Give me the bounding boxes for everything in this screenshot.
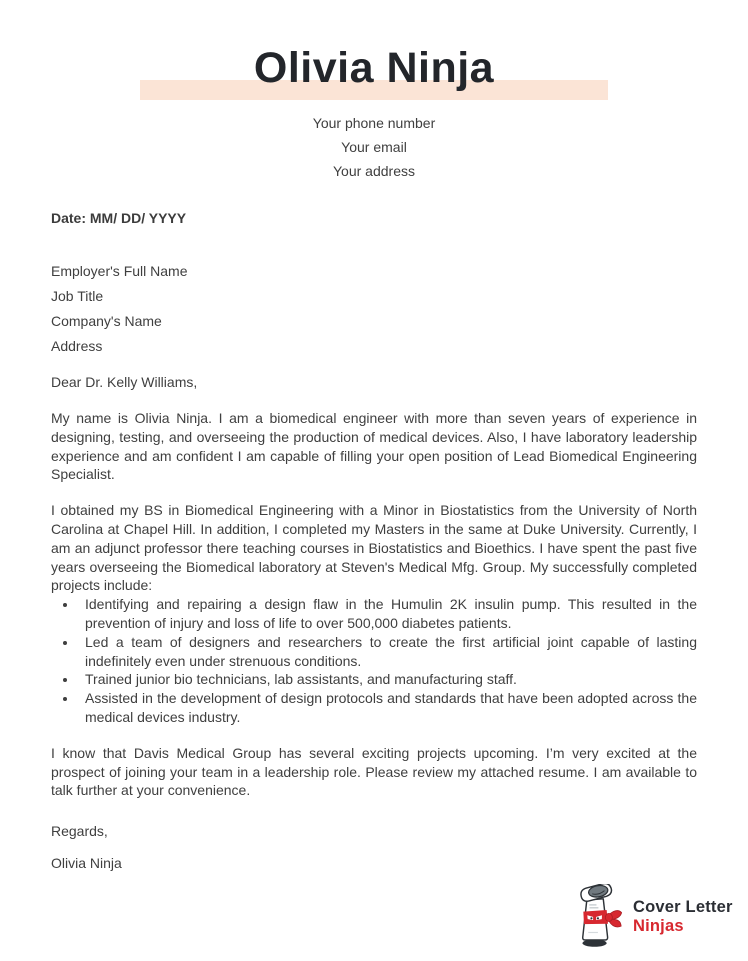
brand-line-ninjas: Ninjas <box>633 917 684 935</box>
contact-phone: Your phone number <box>312 115 436 131</box>
bullet-item: • Identifying and repairing a design flaw in the Humulin 2K insulin pump. This resulted in the prevention of injury and loss of life to over 500,000 diabetes patients. <box>78 595 697 633</box>
contact-block <box>0 111 748 183</box>
bullet-item: • Assisted in the development of design protocols and standards that have been adopted across the medical devices industry. <box>78 689 697 727</box>
paragraph-experience: I obtained my BS in Biomedical Engineering with a Minor in Biostatistics from the University of North Carolina at Chapel Hill. In addition, I completed my Masters in the same at Duke University. Currently, I am an adjunct professor there teaching courses in Biostatistics and Bioethics. I have spent the past five years overseeing the Biomedical laboratory at Steven's Medical Mfg. Group. My successfully completed projects include: <box>51 502 697 594</box>
letter-body <box>0 209 748 873</box>
date-line: Date: MM/ DD/ YYYY <box>51 210 187 226</box>
bullet-item: • Led a team of designers and researchers to create the first artificial joint capable of lasting indefinitely even under strenuous conditions. <box>78 633 697 671</box>
recipient-company: Company's Name <box>51 313 162 329</box>
cover-letter-ninjas-logo[interactable] <box>566 884 733 950</box>
signature-name: Olivia Ninja <box>51 855 122 872</box>
paragraph-intro: My name is Olivia Ninja. I am a biomedical engineer with more than seven years of experience in designing, testing, and overseeing the production of medical devices. Also, I have laboratory leadership experience and am confident I am capable of filling your open position of Lead Biomedical Engineering Specialist. <box>51 410 697 483</box>
paragraph-closing: I know that Davis Medical Group has several exciting projects upcoming. I’m very excited at the prospect of joining your team in a leadership role. Please review my attached resume. I am available to talk further at your convenience. <box>51 744 697 799</box>
contact-email: Your email <box>341 139 407 155</box>
page-title: Olivia Ninja <box>253 44 495 92</box>
recipient-job-title: Job Title <box>51 288 104 304</box>
sign-off: Regards, <box>51 823 108 840</box>
achievements-list <box>51 595 697 727</box>
bullet-item: • Trained junior bio technicians, lab assistants, and manufacturing staff. <box>78 670 697 689</box>
contact-address: Your address <box>333 163 415 179</box>
recipient-name: Employer's Full Name <box>51 263 188 279</box>
brand-line-cover-letter: Cover Letter <box>633 898 733 916</box>
recipient-address: Address <box>51 338 103 354</box>
brand-wordmark <box>633 898 733 936</box>
ninja-scroll-mascot-icon <box>566 884 626 950</box>
greeting: Dear Dr. Kelly Williams, <box>51 374 198 390</box>
recipient-block <box>51 259 697 359</box>
